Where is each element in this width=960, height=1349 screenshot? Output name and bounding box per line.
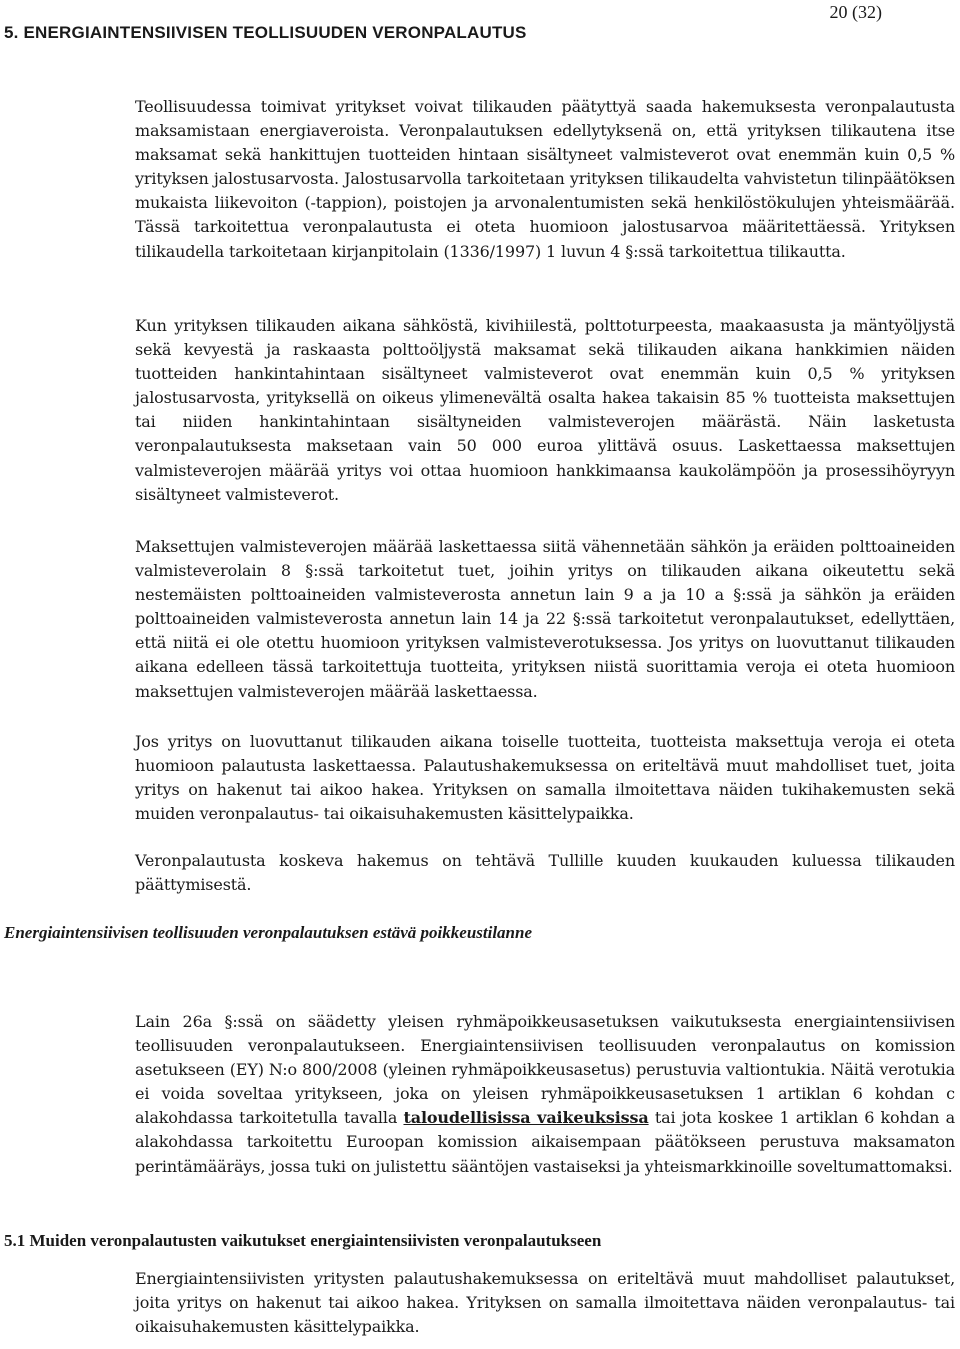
paragraph-deductions: Maksettujen valmisteverojen määrää laskettaessa siitä vähennetään sähkön ja eräiden polttoaineiden valmisteverolain 8 §:ssä tarkoitetut tuet, joihin yritys on tilikauden aikana oikeutettu sekä nestemäisten polttoaineiden valmisteverosta annetun lain 9 a ja 10 a §:ssä ja sähkön ja eräiden polttoaineiden valmisteverosta annetun lain 14 ja 22 §:ssä tarkoitetut veronpalautukset, edellyttäen, että niitä ei ole otettu huomioon yrityksen valmisteverotuksessa. Jos yritys on luovuttanut tilikauden aikana edelleen tässä tarkoitettuja tuotteita, yrityksen niistä suorittamia veroja ei oteta huomioon maksettujen valmisteverojen määrää laskettaessa. [135, 537, 955, 701]
paragraph-state-aid-text-start: Lain 26a §:ssä on säädetty yleisen ryhmäpoikkeusasetuksen vaikutuksesta energiaintensiivisen teollisuuden veronpalautukseen. Energiaintensiivisen teollisuuden veronpalautus on komission asetukseen (EY) N:o 800/2008 (yleinen ryhmäpoikkeusasetus) perustuvia valtiontukia. Näitä verotukia ei voida soveltaa yritykseen, joka on yleisen ryhmäpoikkeusasetuksen 1 artiklan 6 kohdan c alakohdassa tarkoitetulla tavalla [135, 1012, 955, 1128]
paragraph-deadline: Veronpalautusta koskeva hakemus on tehtävä Tullille kuuden kuukauden kuluessa tilikauden päättymisestä. [135, 851, 955, 895]
chapter-title: 5. ENERGIAINTENSIIVISEN TEOLLISUUDEN VERONPALAUTUS [4, 23, 527, 42]
subheading-exception: Energiaintensiivisen teollisuuden veronpalautuksen estävä poikkeustilanne [4, 923, 533, 942]
paragraph-state-aid [135, 1010, 955, 1179]
page-number: 20 (32) [829, 2, 882, 22]
paragraph-intro: Teollisuudessa toimivat yritykset voivat tilikauden päätyttyä saada hakemuksesta veronpalautusta maksamistaan energiaveroista. Veronpalautuksen edellytyksenä on, että yrityksen tilikautena itse maksamat sekä hankittujen tuotteiden hintaan sisältyneet valmisteverot ovat enemmän kuin 0,5 % yrityksen jalostusarvosta. Jalostusarvolla tarkoitetaan yrityksen tilikaudelta vahvistetun tilinpäätöksen mukaista liikevoiton (-tappion), poistojen ja arvonalentumisten sekä henkilöstökulujen yhteismäärää. Tässä tarkoitettua veronpalautusta ei oteta huomioon jalostusarvoa määritettäessä. Yrityksen tilikaudella tarkoitetaan kirjanpitolain (1336/1997) 1 luvun 4 §:ssä tarkoitettua tilikautta. [135, 97, 955, 261]
paragraph-transfers: Jos yritys on luovuttanut tilikauden aikana toiselle tuotteita, tuotteista maksettuja veroja ei oteta huomioon palautusta laskettaessa. Palautushakemuksessa on eriteltävä muut mahdolliset tuet, joita yritys on hakenut tai aikoo hakea. Yrityksen on samalla ilmoitettava näiden tukihakemusten sekä muiden veronpalautus- tai oikaisuhakemusten käsittelypaikka. [135, 732, 955, 824]
paragraph-other-refunds: Energiaintensiivisten yritysten palautushakemuksessa on eriteltävä muut mahdolliset palautukset, joita yritys on hakenut tai aikoo hakea. Yrityksen on samalla ilmoitettava näiden veronpalautus- tai oikaisuhakemusten käsittelypaikka. [135, 1269, 955, 1337]
financial-difficulty-link[interactable]: taloudellisissa vaikeuksissa [403, 1108, 649, 1128]
section-heading-5-1: 5.1 Muiden veronpalautusten vaikutukset energiaintensiivisten veronpalautukseen [4, 1231, 602, 1250]
paragraph-state-aid-text-end: tai jota koskee 1 artiklan 6 kohdan a alakohdassa tarkoitettu Euroopan komission aikaisempaan päätökseen perustuva maksamaton perintämääräys, jossa tuki on julistettu sääntöjen vastaiseksi ja yhteismarkkinoille soveltumattomaksi. [135, 1108, 955, 1176]
paragraph-threshold: Kun yrityksen tilikauden aikana sähköstä, kivihiilestä, polttoturpeesta, maakaasusta ja mäntyöljystä sekä kevyestä ja raskaasta polttoöljystä maksamat sekä tilikauden aikana hankkimien näiden tuotteiden hankintahintaan sisältyneet valmisteverot ovat enemmän kuin 0,5 % yrityksen jalostusarvosta, yrityksellä on oikeus ylimenevältä osalta hakea takaisin 85 % tuotteista maksettujen tai niiden hankintahintaan sisältyneiden valmisteverojen määrästä. Näin lasketusta veronpalautuksesta maksetaan vain 50 000 euroa ylittävä osuus. Laskettaessa maksettujen valmisteverojen määrää yritys voi ottaa huomioon hankkimaansa kaukolämpöön ja prosessihöyryyn sisältyneet valmisteverot. [135, 316, 955, 504]
